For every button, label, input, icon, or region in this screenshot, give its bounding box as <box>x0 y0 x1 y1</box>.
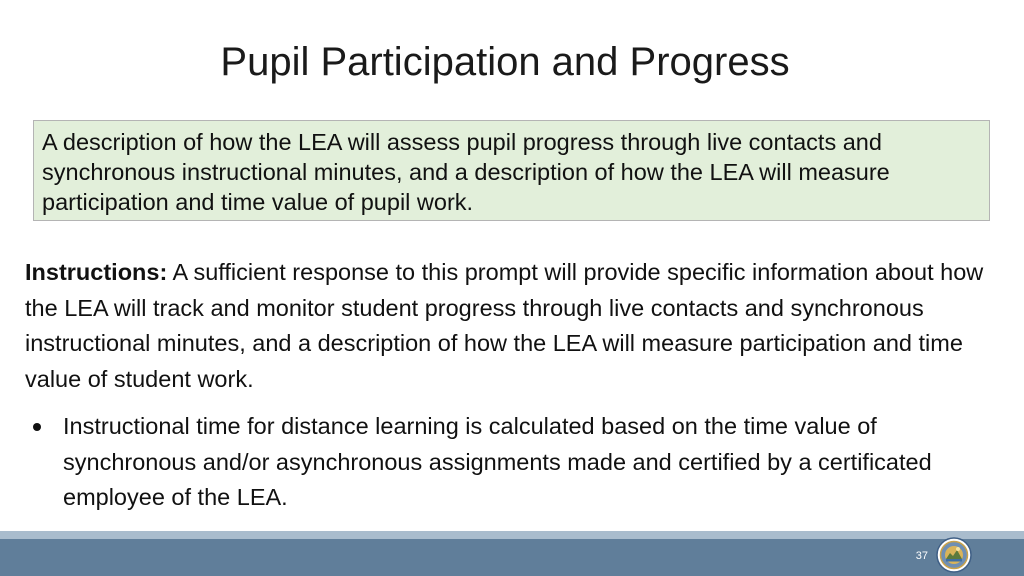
instructions-paragraph <box>25 255 1000 397</box>
prompt-box <box>33 120 990 221</box>
slide-title: Pupil Participation and Progress <box>220 40 790 84</box>
bullet-list <box>25 409 1000 516</box>
instructions-body: A sufficient response to this prompt will provide specific information about how the LEA will track and monitor student progress through live contacts and synchronous instructional minutes, and a description of how the LEA will measure participation and time value of student work. <box>25 259 984 392</box>
list-item <box>25 409 1000 516</box>
prompt-text: A description of how the LEA will assess pupil progress through live contacts and synchronous instructional minutes, and a description of how the LEA will measure participation and time value of pupil work. <box>42 129 890 215</box>
instructions-lead: Instructions: <box>25 259 168 285</box>
bullet-dot-icon <box>33 423 41 431</box>
footer-bar <box>0 539 1024 576</box>
footer-strip <box>0 531 1024 539</box>
state-seal-icon <box>936 537 972 573</box>
bullet-text: Instructional time for distance learning is calculated based on the time value of synchronous and/or asynchronous assignments made and certified by a certificated employee of the LEA. <box>63 413 932 510</box>
page-number: 37 <box>915 550 928 562</box>
